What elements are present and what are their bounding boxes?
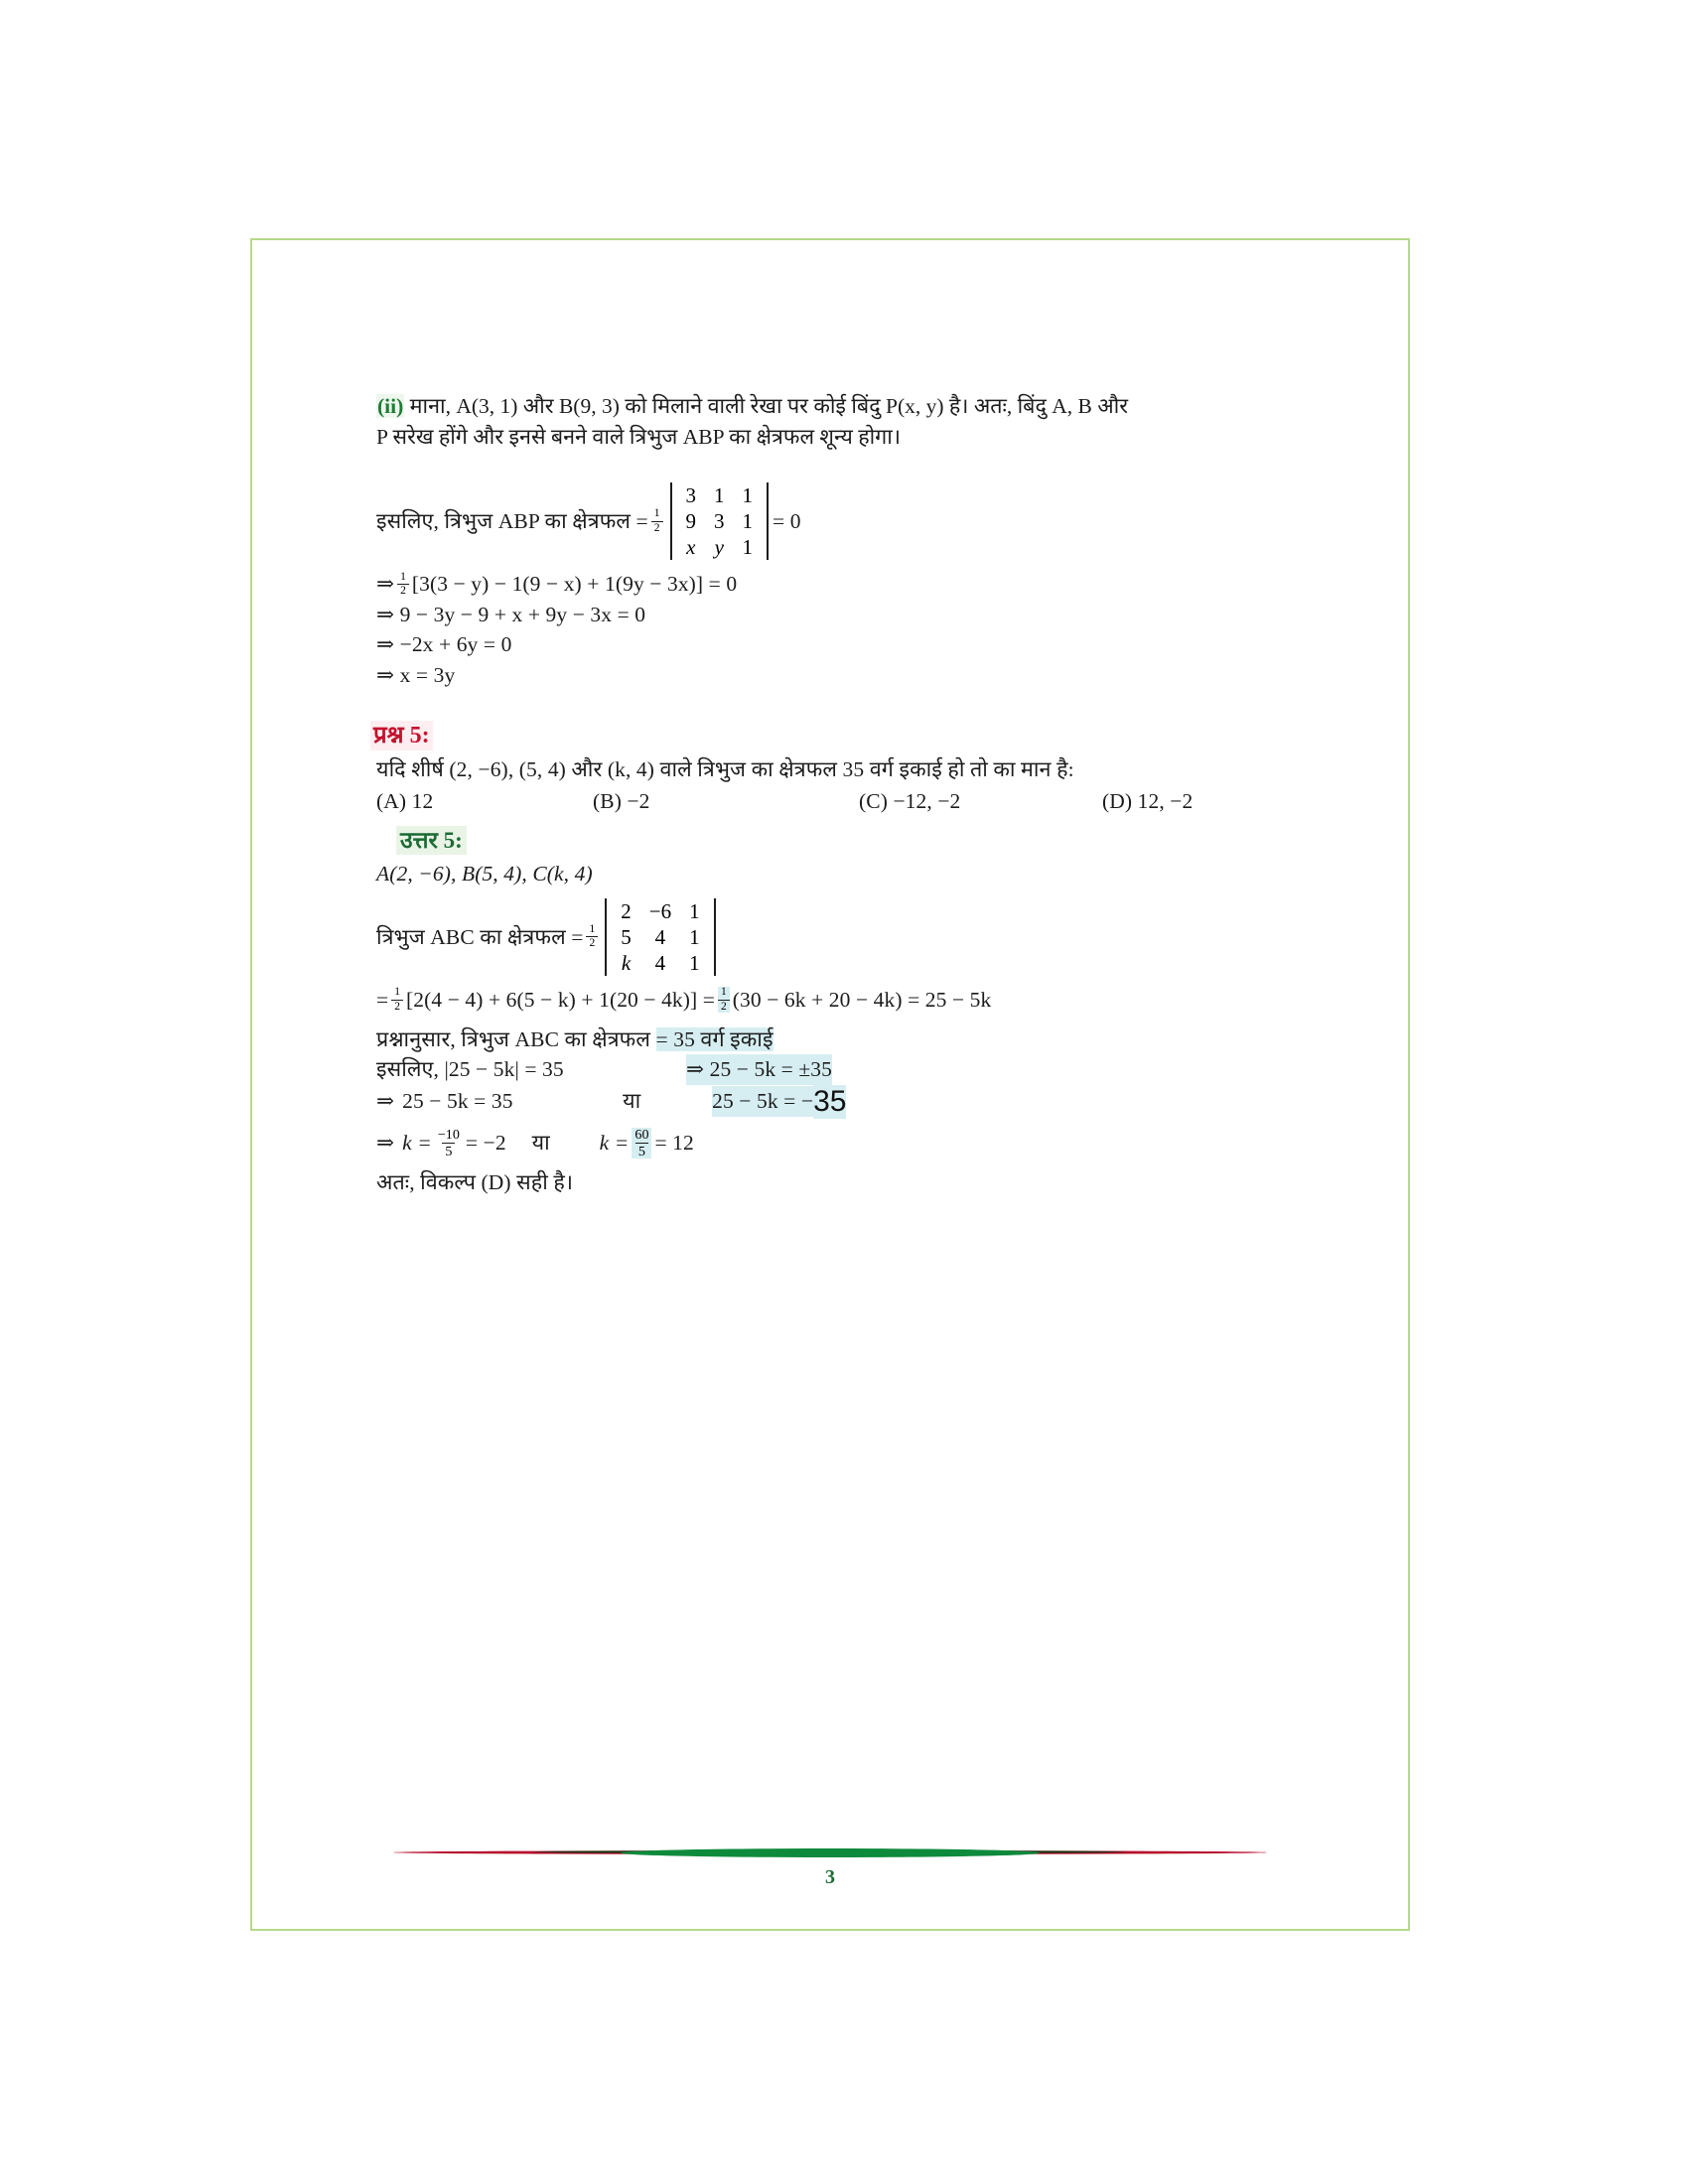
sixty-over-five-fraction: $\frac{60}{5}$	[632, 1128, 651, 1159]
solution-arrow: ⇒	[376, 1130, 395, 1155]
step-arrow: ⇒	[376, 572, 395, 597]
spacer	[376, 1016, 1295, 1024]
abs-left: इसलिए, |25 − 5k| = 35	[376, 1057, 564, 1082]
abs-right	[686, 1054, 832, 1085]
answer5-condition	[376, 1024, 1295, 1055]
answer5-heading: उत्तर 5:	[396, 826, 467, 856]
determinant-bar-left	[605, 898, 607, 976]
option-d	[1102, 786, 1193, 817]
option-a	[376, 786, 593, 817]
one-half-fraction: $\frac{1}{2}$	[397, 572, 409, 598]
page-frame	[250, 238, 1410, 1931]
option-b	[593, 786, 859, 817]
answer5-expansion	[376, 985, 1295, 1016]
det-cell: 1	[689, 924, 700, 949]
branch-right: 25 − 5k = −	[712, 1086, 813, 1117]
spacer	[376, 976, 1295, 985]
answer5-conclusion: अतः, विकल्प (D) सही है।	[376, 1169, 574, 1194]
spacer	[376, 889, 1295, 898]
question5-heading-wrap	[370, 721, 1295, 751]
abs-right-expr: 25 − 5k = ±35	[709, 1057, 832, 1082]
det-cell: k	[621, 951, 632, 975]
branch-left: 25 − 5k = 35	[402, 1089, 513, 1114]
expansion-paren: (30 − 6k + 20 − 4k) = 25 − 5k	[732, 988, 992, 1013]
part-ii-paragraph	[376, 391, 1295, 453]
determinant-abp	[670, 482, 770, 560]
page-content	[373, 391, 1295, 1197]
footer-divider	[393, 1844, 1267, 1860]
determinant-row	[612, 950, 708, 976]
question5-options	[376, 786, 1295, 817]
determinant-row	[612, 924, 708, 950]
solution-left-result: = −2	[465, 1130, 506, 1155]
expansion-bracket: [2(4 − 4) + 6(5 − k) + 1(20 − 4k)] =	[406, 988, 716, 1013]
one-half-fraction: $\frac{1}{2}$	[718, 987, 730, 1013]
option-b-value: −2	[627, 789, 650, 814]
step-arrow: ⇒	[376, 662, 395, 687]
det-cell: 1	[689, 898, 700, 923]
option-d-value: 12, −2	[1137, 789, 1194, 814]
option-c-key: (C)	[859, 789, 888, 814]
answer5-area-equation	[376, 898, 1295, 976]
step-arrow: ⇒	[376, 632, 395, 657]
part-ii-area-label: इसलिए, त्रिभुज ABP का क्षेत्रफल =	[376, 509, 648, 534]
determinant-row	[612, 898, 708, 924]
minus-ten-over-five-fraction: $\frac{-10}{5}$	[437, 1126, 460, 1160]
answer5-area-label: त्रिभुज ABC का क्षेत्रफल =	[376, 924, 584, 949]
part-ii-step-3	[376, 629, 1295, 660]
page-footer	[252, 1844, 1408, 1889]
spacer	[376, 560, 1295, 569]
det-cell: 3	[685, 483, 697, 508]
condition-highlight: = 35 वर्ग इकाई	[655, 1026, 774, 1051]
condition-prefix: प्रश्नानुसार, त्रिभुज ABC का क्षेत्रफल	[376, 1026, 656, 1051]
det-cell: 1	[742, 535, 754, 560]
option-c-value: −12, −2	[893, 789, 961, 814]
one-half-fraction: $\frac{1}{2}$	[651, 508, 663, 534]
question5-heading: प्रश्न 5:	[370, 721, 433, 751]
determinant-bar-right	[714, 898, 716, 976]
part-ii-equals-zero: = 0	[773, 509, 801, 534]
step-arrow: ⇒	[376, 602, 395, 626]
det-cell: 5	[621, 924, 632, 949]
step-expression: −2x + 6y = 0	[399, 632, 512, 657]
part-ii-line2: P सरेख होंगे और इनसे बनने वाले त्रिभुज ABP का क्षेत्रफल शून्य होगा।	[376, 425, 902, 450]
solution-conj: या	[531, 1130, 550, 1155]
solution-right-result: = 12	[654, 1130, 694, 1155]
branch-arrow: ⇒	[376, 1089, 395, 1114]
step-expression: [3(3 − y) − 1(9 − x) + 1(9y − 3x)] = 0	[411, 572, 738, 597]
part-ii-step-1	[376, 569, 1295, 600]
solution-left-var: k =	[402, 1130, 432, 1155]
part-ii-area-equation	[376, 482, 1295, 560]
spacer	[376, 691, 1295, 721]
det-cell: −6	[648, 898, 672, 923]
option-a-key: (A)	[376, 789, 407, 814]
determinant-bar-right	[767, 482, 769, 560]
det-cell: 3	[714, 509, 725, 534]
one-half-fraction: $\frac{1}{2}$	[391, 987, 403, 1013]
determinant-row	[677, 508, 763, 534]
option-a-value: 12	[411, 789, 434, 814]
determinant-bar-left	[670, 482, 672, 560]
det-cell: 1	[714, 483, 725, 508]
spacer	[376, 1119, 1295, 1128]
question5-text: यदि शीर्ष (2, −6), (5, 4) और (k, 4) वाले त्रिभुज का क्षेत्रफल 35 वर्ग इकाई हो तो का मान है:	[376, 756, 1074, 781]
det-cell: y	[714, 535, 724, 560]
det-cell: 1	[742, 483, 754, 508]
page-number: 3	[825, 1866, 835, 1888]
determinant-row	[677, 482, 763, 508]
option-d-key: (D)	[1102, 789, 1133, 814]
det-cell: 4	[654, 924, 666, 949]
determinant-row	[677, 534, 763, 560]
spacer	[376, 1159, 1295, 1167]
det-cell: x	[686, 535, 696, 560]
answer5-solution-line	[376, 1128, 1295, 1159]
answer5-branch-line	[376, 1085, 1295, 1119]
answer5-vertices: A(2, −6), B(5, 4), C(k, 4)	[376, 862, 593, 887]
branch-big-value: 35	[813, 1084, 847, 1118]
step-expression: x = 3y	[399, 662, 456, 687]
det-cell: 9	[685, 509, 697, 534]
det-cell: 1	[689, 951, 700, 975]
answer5-abs-line	[376, 1054, 1295, 1085]
part-ii-marker: (ii)	[377, 394, 404, 418]
option-b-key: (B)	[593, 789, 622, 814]
abs-arrow: ⇒	[686, 1057, 705, 1082]
solution-right-var: k =	[599, 1130, 630, 1155]
part-ii-line1: माना, A(3, 1) और B(9, 3) को मिलाने वाली रेखा पर कोई बिंदु P(x, y) है। अतः, बिंदु A, B और	[409, 394, 1129, 418]
option-c	[859, 786, 1102, 817]
spacer	[376, 817, 1295, 826]
part-ii-step-2	[376, 600, 1295, 630]
det-cell: 2	[621, 898, 632, 923]
expansion-lead: =	[376, 988, 389, 1013]
spacer	[376, 453, 1295, 482]
determinant-abc	[605, 898, 715, 976]
step-expression: 9 − 3y − 9 + x + 9y − 3x = 0	[399, 602, 646, 626]
det-cell: 4	[654, 951, 666, 975]
one-half-fraction: $\frac{1}{2}$	[586, 924, 598, 950]
part-ii-step-4	[376, 660, 1295, 691]
det-cell: 1	[742, 509, 754, 534]
answer5-heading-wrap	[396, 826, 1295, 856]
branch-conj: या	[623, 1089, 641, 1114]
divider-green-lens	[621, 1848, 1040, 1857]
